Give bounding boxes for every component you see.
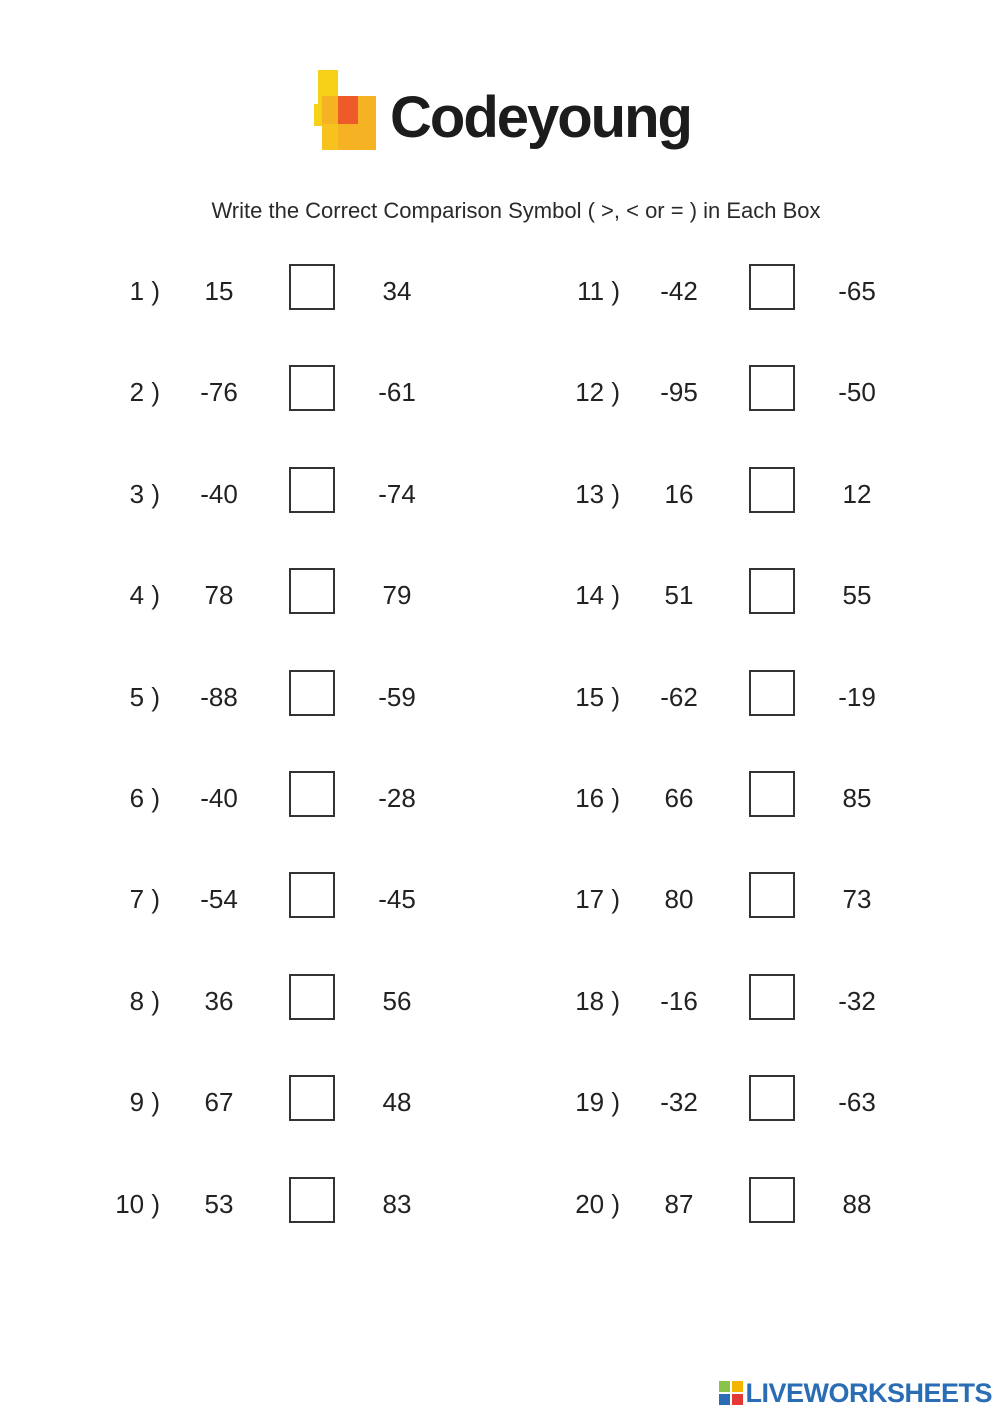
answer-box[interactable]: [749, 365, 795, 411]
answer-box[interactable]: [749, 1075, 795, 1121]
problem-number: 6 ): [129, 783, 160, 813]
liveworksheets-footer: [719, 1376, 992, 1410]
problem-number: 19 ): [575, 1087, 620, 1117]
problem-row: [570, 365, 990, 415]
problem-number: 14 ): [575, 580, 620, 610]
problem-row: [570, 264, 990, 314]
answer-box[interactable]: [749, 264, 795, 310]
right-value: 83: [382, 1189, 412, 1219]
problem-number: 17 ): [575, 884, 620, 914]
answer-box[interactable]: [749, 872, 795, 918]
left-value: 67: [204, 1087, 234, 1117]
problem-number: 8 ): [129, 986, 160, 1016]
problem-row: [110, 365, 530, 415]
right-value: -28: [378, 783, 416, 813]
problem-row: [570, 1177, 990, 1227]
problem-number: 7 ): [129, 884, 160, 914]
brand-name: Codeyoung: [390, 85, 691, 150]
right-value: -74: [378, 479, 416, 509]
problem-number: 2 ): [129, 377, 160, 407]
right-value: -50: [838, 377, 876, 407]
right-value: -65: [838, 276, 876, 306]
answer-box[interactable]: [749, 670, 795, 716]
right-value: -61: [378, 377, 416, 407]
problem-number: 9 ): [129, 1087, 160, 1117]
answer-box[interactable]: [289, 365, 335, 411]
left-value: -62: [660, 682, 698, 712]
problem-number: 20 ): [575, 1189, 620, 1219]
problem-number: 11 ): [577, 276, 620, 306]
right-value: 34: [382, 276, 412, 306]
right-value: 88: [842, 1189, 872, 1219]
right-value: -59: [378, 682, 416, 712]
problem-row: [570, 1075, 990, 1125]
instructions: Write the Correct Comparison Symbol ( >, < or = ) in Each Box: [211, 198, 821, 223]
problem-number: 16 ): [575, 783, 620, 813]
left-value: -16: [660, 986, 698, 1016]
problem-number: 1 ): [129, 276, 160, 306]
liveworksheets-label: LIVEWORKSHEETS: [745, 1377, 992, 1408]
left-value: -32: [660, 1087, 698, 1117]
problem-row: [110, 1177, 530, 1227]
left-value: 80: [664, 884, 694, 914]
problem-row: [110, 1075, 530, 1125]
right-value: 48: [382, 1087, 412, 1117]
problem-row: [110, 264, 530, 314]
problem-number: 4 ): [129, 580, 160, 610]
problem-row: [110, 771, 530, 821]
left-value: -40: [200, 783, 238, 813]
right-value: -45: [378, 884, 416, 914]
right-value: 55: [842, 580, 872, 610]
answer-box[interactable]: [289, 1075, 335, 1121]
answer-box[interactable]: [749, 467, 795, 513]
codeyoung-logo-icon: [314, 68, 376, 154]
left-value: -88: [200, 682, 238, 712]
problem-row: [570, 670, 990, 720]
left-value: 78: [204, 580, 234, 610]
problem-number: 15 ): [575, 682, 620, 712]
problem-number: 3 ): [129, 479, 160, 509]
answer-box[interactable]: [749, 974, 795, 1020]
answer-box[interactable]: [749, 771, 795, 817]
codeyoung-logo: [314, 68, 714, 168]
problem-number: 10 ): [115, 1189, 160, 1219]
liveworksheets-icon: [719, 1381, 743, 1405]
right-value: 73: [842, 884, 872, 914]
answer-box[interactable]: [289, 467, 335, 513]
right-value: -19: [838, 682, 876, 712]
answer-box[interactable]: [289, 974, 335, 1020]
right-value: 79: [382, 580, 412, 610]
left-value: 36: [204, 986, 234, 1016]
right-value: -32: [838, 986, 876, 1016]
right-value: 56: [382, 986, 412, 1016]
left-value: 15: [204, 276, 234, 306]
problem-row: [110, 568, 530, 618]
answer-box[interactable]: [749, 1177, 795, 1223]
left-value: -76: [200, 377, 238, 407]
left-value: -95: [660, 377, 698, 407]
answer-box[interactable]: [289, 872, 335, 918]
problem-row: [110, 974, 530, 1024]
right-value: 85: [842, 783, 872, 813]
right-value: 12: [842, 479, 872, 509]
problem-row: [570, 568, 990, 618]
answer-box[interactable]: [289, 1177, 335, 1223]
problem-number: 18 ): [575, 986, 620, 1016]
problem-number: 12 ): [575, 377, 620, 407]
problem-row: [570, 872, 990, 922]
answer-box[interactable]: [749, 568, 795, 614]
problem-row: [110, 872, 530, 922]
left-value: 16: [664, 479, 694, 509]
problem-row: [110, 670, 530, 720]
answer-box[interactable]: [289, 264, 335, 310]
problem-row: [110, 467, 530, 517]
right-value: -63: [838, 1087, 876, 1117]
problem-row: [570, 771, 990, 821]
left-value: 53: [204, 1189, 234, 1219]
problem-number: 5 ): [129, 682, 160, 712]
left-value: -42: [660, 276, 698, 306]
problem-row: [570, 467, 990, 517]
answer-box[interactable]: [289, 568, 335, 614]
left-value: 51: [664, 580, 694, 610]
problem-number: 13 ): [575, 479, 620, 509]
problem-row: [570, 974, 990, 1024]
left-value: -40: [200, 479, 238, 509]
answer-box[interactable]: [289, 771, 335, 817]
left-value: 87: [664, 1189, 694, 1219]
answer-box[interactable]: [289, 670, 335, 716]
left-value: -54: [200, 884, 238, 914]
left-value: 66: [664, 783, 694, 813]
